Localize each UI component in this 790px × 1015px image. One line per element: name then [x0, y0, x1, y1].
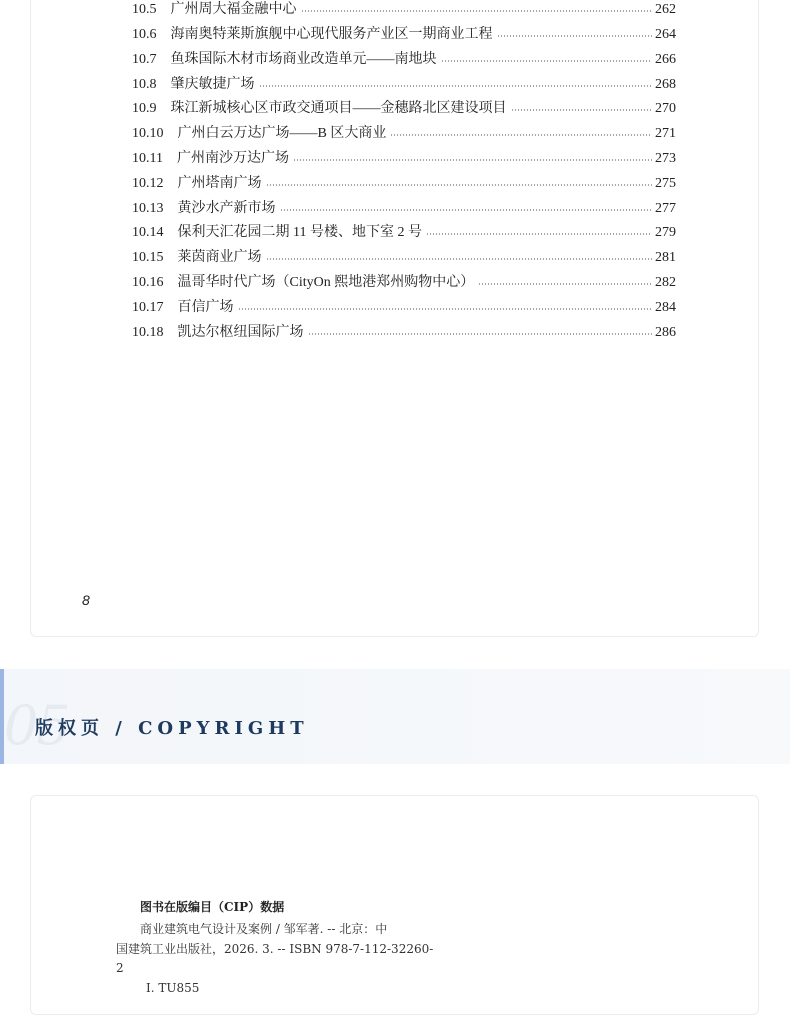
toc-entry[interactable]	[132, 0, 676, 23]
toc-entry[interactable]	[132, 246, 676, 271]
toc-entry[interactable]	[132, 47, 676, 72]
toc-entry[interactable]	[132, 221, 676, 246]
dot-leader	[259, 83, 653, 89]
toc-entry[interactable]	[132, 23, 676, 48]
toc-entry-page: 286	[655, 324, 676, 340]
toc-entry-number: 10.8	[132, 76, 157, 92]
cip-line-3: 2	[116, 961, 124, 975]
toc-entry[interactable]	[132, 97, 676, 122]
toc-entry-page: 275	[655, 175, 676, 191]
toc-entry[interactable]	[132, 171, 676, 196]
toc-entry-number: 10.12	[132, 175, 164, 191]
toc-entry-number: 10.9	[132, 101, 157, 117]
toc-entry-page: 281	[655, 250, 676, 266]
toc-entry-title: 海南奥特莱斯旗舰中心现代服务产业区一期商业工程	[170, 26, 493, 42]
toc-entry-title: 珠江新城核心区市政交通项目——金穗路北区建设项目	[170, 101, 507, 117]
cip-line-2: 国建筑工业出版社，2026. 3. -- ISBN 978-7-112-32260-	[116, 942, 434, 956]
toc-entry-number: 10.13	[132, 200, 164, 216]
cip-line-1: 商业建筑电气设计及案例 / 邹军著. -- 北京：中	[140, 922, 388, 936]
toc-entry-title: 鱼珠国际木材市场商业改造单元——南地块	[170, 51, 437, 67]
toc-entry[interactable]	[132, 72, 676, 97]
dot-leader	[497, 33, 653, 39]
toc-entry-number: 10.7	[132, 51, 157, 67]
toc-entry[interactable]	[132, 196, 676, 221]
section-title: 版权页 / COPYRIGHT	[35, 718, 309, 739]
toc-entry[interactable]	[132, 147, 676, 172]
toc-entry-page: 277	[655, 200, 676, 216]
dot-leader	[390, 132, 652, 138]
toc-entry-title: 保利天汇花园二期 11 号楼、地下室 2 号	[177, 225, 422, 241]
dot-leader	[293, 157, 652, 163]
dot-leader	[280, 207, 653, 213]
toc-entry-number: 10.15	[132, 250, 164, 266]
dot-leader	[238, 306, 653, 312]
section-numeral: 05	[4, 694, 69, 757]
toc-entry-page: 284	[655, 299, 676, 315]
toc-entry-title: 莱茵商业广场	[177, 250, 262, 266]
dot-leader	[511, 107, 653, 113]
toc-entry-title: 百信广场	[177, 299, 234, 315]
dot-leader	[478, 281, 652, 287]
toc-entry-number: 10.6	[132, 26, 157, 42]
cip-heading: 图书在版编目（CIP）数据	[140, 900, 285, 914]
toc-entry[interactable]	[132, 122, 676, 147]
toc-entry-page: 279	[655, 225, 676, 241]
toc-entry-title: 广州白云万达广场——B 区大商业	[177, 126, 387, 142]
toc-entry-number: 10.5	[132, 2, 157, 18]
section-header-band	[0, 669, 790, 764]
toc-entry-page: 282	[655, 274, 676, 290]
toc-entry[interactable]	[132, 295, 676, 320]
toc-entry-number: 10.11	[132, 150, 163, 166]
toc-entry-title: 黄沙水产新市场	[177, 200, 276, 216]
toc-entry-title: 广州南沙万达广场	[176, 150, 289, 166]
toc-entry-page: 262	[655, 2, 676, 18]
dot-leader	[266, 182, 653, 188]
toc-entry-page: 273	[655, 150, 676, 166]
toc-entry-page: 271	[655, 126, 676, 142]
toc-entry-page: 264	[655, 26, 676, 42]
dot-leader	[266, 256, 653, 262]
toc-entry-number: 10.17	[132, 299, 164, 315]
dot-leader	[426, 231, 652, 237]
toc-entry-title: 温哥华时代广场（CityOn 熙地港郑州购物中心）	[177, 274, 475, 290]
toc-list	[132, 0, 676, 345]
dot-leader	[308, 331, 653, 337]
toc-entry-page: 268	[655, 76, 676, 92]
dot-leader	[441, 58, 653, 64]
toc-entry-number: 10.10	[132, 126, 164, 142]
toc-entry-number: 10.16	[132, 274, 164, 290]
toc-entry-number: 10.18	[132, 324, 164, 340]
toc-entry-page: 266	[655, 51, 676, 67]
toc-entry-title: 广州塔南广场	[177, 175, 262, 191]
toc-page-card	[30, 0, 759, 637]
toc-entry-title: 凯达尔枢纽国际广场	[177, 324, 304, 340]
toc-entry-number: 10.14	[132, 225, 164, 241]
toc-entry-page: 270	[655, 101, 676, 117]
toc-entry-title: 广州周大福金融中心	[170, 2, 297, 18]
cip-line-4: Ⅰ. TU855	[146, 981, 200, 995]
dot-leader	[301, 8, 653, 14]
page-number: 8	[82, 592, 90, 608]
toc-entry[interactable]	[132, 271, 676, 296]
toc-entry-title: 肇庆敏捷广场	[170, 76, 255, 92]
toc-entry[interactable]	[132, 320, 676, 345]
